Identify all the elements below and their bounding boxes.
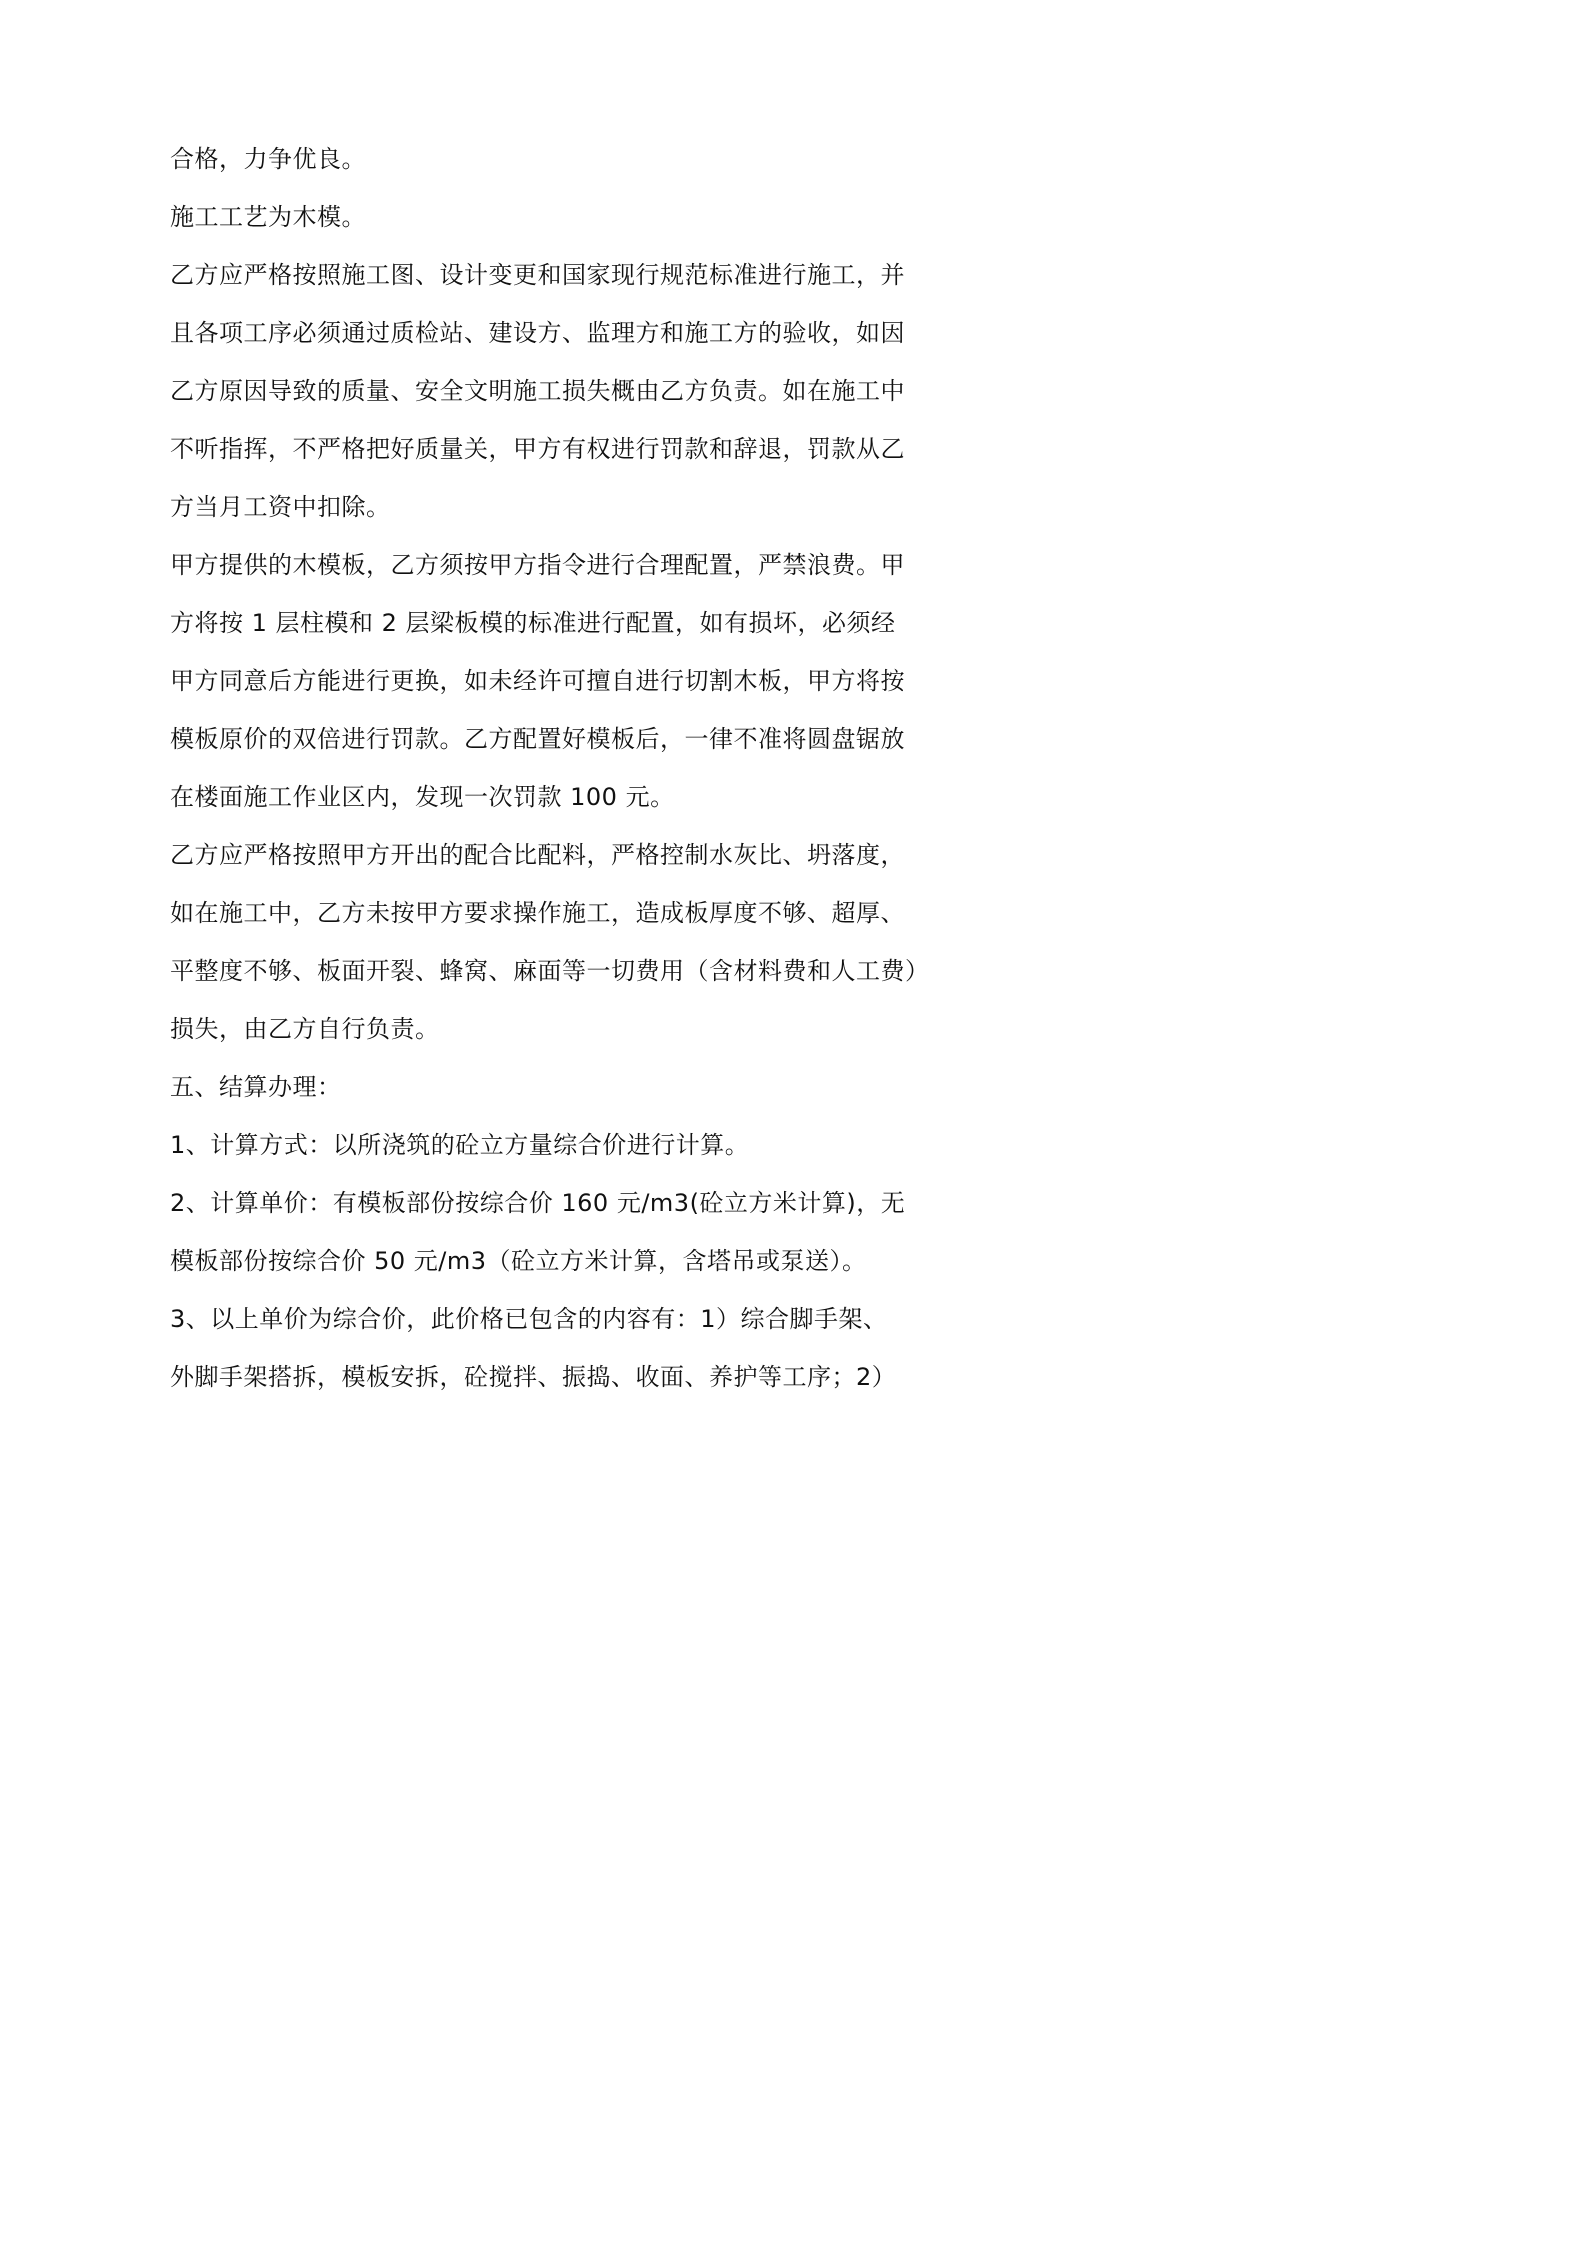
- text-line: 平整度不够、板面开裂、蜂窝、麻面等一切费用（含材料费和人工费）: [170, 957, 930, 985]
- text-line: 在楼面施工作业区内，发现一次罚款 100 元。: [170, 783, 675, 811]
- text-line: 乙方应严格按照甲方开出的配合比配料，严格控制水灰比、坍落度，: [170, 841, 905, 869]
- text-line: 模板部份按综合价 50 元/m3（砼立方米计算，含塔吊或泵送）。: [170, 1247, 867, 1275]
- text-line: 施工工艺为木模。: [170, 203, 366, 231]
- text-line: 损失，由乙方自行负责。: [170, 1015, 440, 1043]
- text-line: 乙方应严格按照施工图、设计变更和国家现行规范标准进行施工，并: [170, 261, 905, 289]
- text-line: 2、计算单价：有模板部份按综合价 160 元/m3(砼立方米计算)，无: [170, 1189, 906, 1217]
- text-line: 合格，力争优良。: [170, 145, 366, 173]
- text-line: 方将按 1 层柱模和 2 层梁板模的标准进行配置，如有损坏，必须经: [170, 609, 896, 637]
- text-line: 如在施工中，乙方未按甲方要求操作施工，造成板厚度不够、超厚、: [170, 899, 905, 927]
- document-page: [0, 0, 1103, 1561]
- section-heading: 五、结算办理：: [170, 1073, 342, 1101]
- text-line: 甲方提供的木模板，乙方须按甲方指令进行合理配置，严禁浪费。甲: [170, 551, 905, 579]
- text-line: 乙方原因导致的质量、安全文明施工损失概由乙方负责。如在施工中: [170, 377, 905, 405]
- text-line: 1、计算方式：以所浇筑的砼立方量综合价进行计算。: [170, 1131, 750, 1159]
- text-line: 甲方同意后方能进行更换，如未经许可擅自进行切割木板，甲方将按: [170, 667, 905, 695]
- text-line: 且各项工序必须通过质检站、建设方、监理方和施工方的验收，如因: [170, 319, 905, 347]
- text-line: 不听指挥，不严格把好质量关，甲方有权进行罚款和辞退，罚款从乙: [170, 435, 905, 463]
- text-line: 方当月工资中扣除。: [170, 493, 391, 521]
- text-line: 模板原价的双倍进行罚款。乙方配置好模板后，一律不准将圆盘锯放: [170, 725, 905, 753]
- text-line: 3、以上单价为综合价，此价格已包含的内容有：1）综合脚手架、: [170, 1305, 888, 1333]
- text-line: 外脚手架搭拆，模板安拆，砼搅拌、振捣、收面、养护等工序；2）: [170, 1363, 897, 1391]
